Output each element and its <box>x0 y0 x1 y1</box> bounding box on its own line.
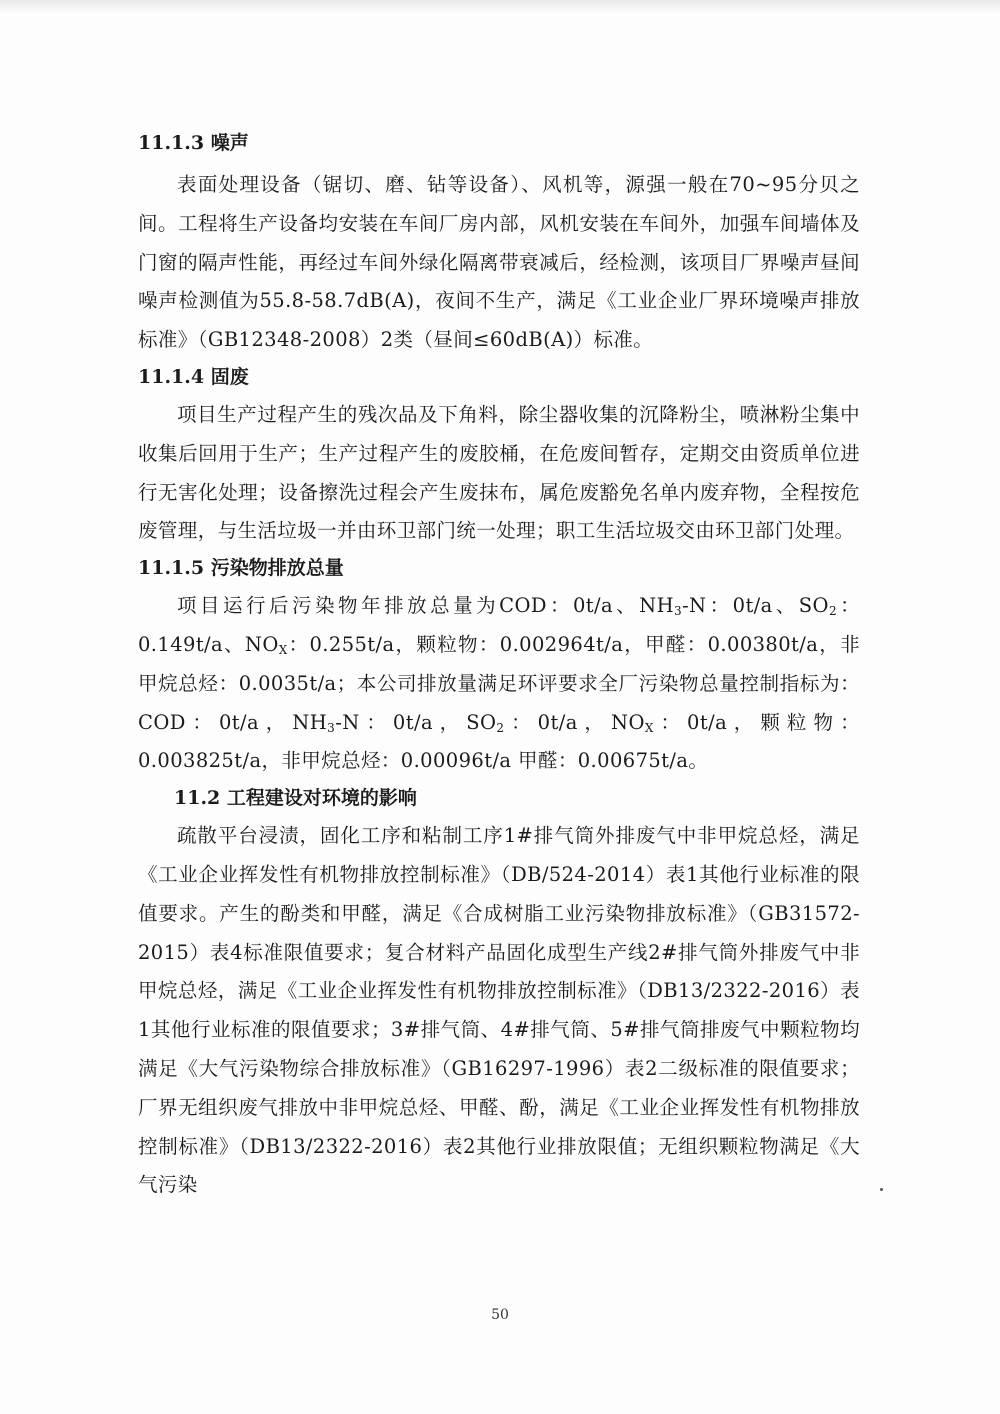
emission-text-g: ：0t/a，颗粒物：0.003825t/a，非甲烷总烃：0.00096t/a 甲醛：0.00675t/a。 <box>138 710 860 773</box>
section-heading-solid-waste: 11.1.4 固废 <box>138 365 249 388</box>
emission-text-d: ：0.255t/a，颗粒物：0.002964t/a，甲醛：0.00380t/a，非甲烷总烃：0.0035t/a；本公司排放量满足环评要求全厂污染物总量控制指标为：COD：0t/a，NH <box>138 632 860 734</box>
section-heading-total-emission: 11.1.5 污染物排放总量 <box>138 557 344 580</box>
scan-shadow <box>0 0 1000 14</box>
scan-speck <box>880 1188 883 1191</box>
emission-subscript-c: X <box>278 642 288 657</box>
emission-text-b: -N：0t/a、SO <box>682 594 829 618</box>
emission-subscript-e: 2 <box>496 720 505 735</box>
paragraph-impact: 疏散平台浸渍，固化工序和粘制工序1#排气筒外排废气中非甲烷总烃，满足《工业企业挥发性有机物排放控制标准》（DB/524-2014）表1其他行业标准的限值要求。产生的酚类和甲醛，满足《合成树脂工业污染物排放标准》（GB31572-2015）表4标准限值要求；复合材料产品固化成型生产线2#排气筒外排废气中非甲烷总烃，满足《工业企业挥发性有机物排放控制标准》（DB13/2322-2016）表1其他行业标准的限值要求；3#排气筒、4#排气筒、5#排气筒排废气中颗粒物均满足《大气污染物综合排放标准》（GB16297-1996）表2二级标准的限值要求；厂界无组织废气排放中非甲烷总烃、甲醛、酚，满足《工业企业挥发性有机物排放控制标准》（DB13/2322-2016）表2其他行业排放限值；无组织颗粒物满足《大气污染 <box>138 824 860 1197</box>
paragraph-total-emission <box>138 587 860 781</box>
emission-text-e: -N：0t/a，SO <box>335 710 497 734</box>
paragraph-noise: 表面处理设备（锯切、磨、钻等设备）、风机等，源强一般在70~95分贝之间。工程将生产设备均安装在车间厂房内部，风机安装在车间外，加强车间墙体及门窗的隔声性能，再经过车间外绿化隔离带衰减后，经检测，该项目厂界噪声昼间噪声检测值为55.8-58.7dB(A)，夜间不生产，满足《工业企业厂界环境噪声排放标准》（GB12348-2008）2类（昼间≤60dB(A)）标准。 <box>138 173 860 352</box>
emission-subscript-b: 2 <box>828 604 837 619</box>
page-number: 50 <box>491 1307 509 1323</box>
emission-subscript-f: X <box>644 720 654 735</box>
paragraph-solid-waste: 项目生产过程产生的残次品及下角料，除尘器收集的沉降粉尘，喷淋粉尘集中收集后回用于生产；生产过程产生的废胶桶，在危废间暂存，定期交由资质单位进行无害化处理；设备擦洗过程会产生废抹布，属危废豁免名单内废弃物，全程按危废管理，与生活垃圾一并由环卫部门统一处理；职工生活垃圾交由环卫部门处理。 <box>138 402 860 543</box>
emission-text-c: ：0.149t/a、NO <box>138 594 860 656</box>
page-body <box>138 126 860 1205</box>
emission-text-a: 项目运行后污染物年排放总量为COD：0t/a、NH <box>177 594 675 618</box>
section-heading-noise: 11.1.3 噪声 <box>138 132 249 154</box>
section-heading-impact: 11.2 工程建设对环境的影响 <box>174 787 417 810</box>
emission-subscript-a: 3 <box>674 604 683 619</box>
emission-subscript-d: 3 <box>327 720 336 735</box>
emission-text-f: ：0t/a，NO <box>504 710 645 734</box>
